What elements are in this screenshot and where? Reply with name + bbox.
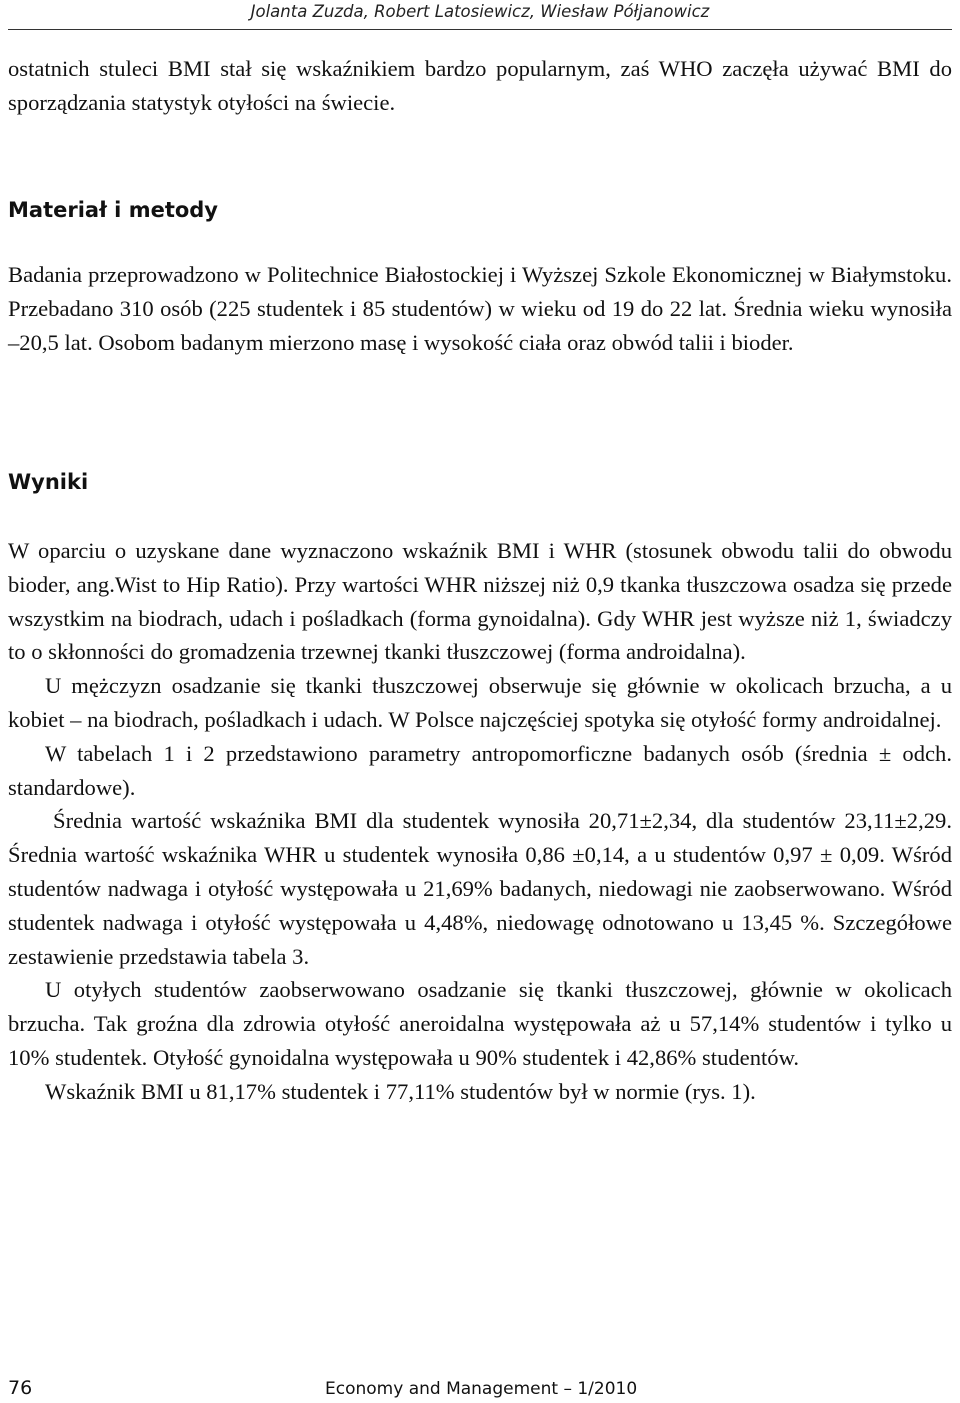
intro-paragraph-block (8, 52, 952, 120)
methods-paragraph-block (8, 258, 952, 359)
section-heading-results: Wyniki (8, 470, 89, 494)
results-paragraph-bmi-norm: Wskaźnik BMI u 81,17% studentek i 77,11% studentów był w normie (rys. 1). (45, 1078, 756, 1104)
results-paragraph-obesity-types: U otyłych studentów zaobserwowano osadzanie się tkanki tłuszczowej, głównie w okolicach brzucha. Tak groźna dla zdrowia otyłość aneroidalna występowała aż u 57,14% studentów i tylko u 10% studentek. Otyłość gynoidalna występowała u 90% studentek i 42,86% studentów. (8, 977, 952, 1070)
results-body (8, 534, 952, 1109)
footer-journal-title: Economy and Management – 1/2010 (325, 1379, 638, 1399)
footer-page-number: 76 (8, 1377, 33, 1399)
results-paragraph-fat-distribution: U mężczyzn osadzanie się tkanki tłuszczowej obserwuje się głównie w okolicach brzucha, a u kobiet – na biodrach, pośladkach i udach. W Polsce najczęściej spotyka się otyłość formy androidalnej. (8, 673, 952, 732)
section-heading-methods: Materiał i metody (8, 198, 218, 222)
intro-paragraph: ostatnich stuleci BMI stał się wskaźnikiem bardzo popularnym, zaś WHO zaczęła używać BMI do sporządzania statystyk otyłości na świecie. (8, 56, 952, 115)
results-paragraph-tables-intro: W tabelach 1 i 2 przedstawiono parametry antropomorficzne badanych osób (średnia ± odch. standardowe). (8, 740, 952, 800)
results-paragraph-bmi-whr-values: Średnia wartość wskaźnika BMI dla studentek wynosiła 20,71±2,34, dla studentów 23,11±2,29. Średnia wartość wskaźnika WHR u studentek wynosiła 0,86 ±0,14, a u studentów 0,97 ± 0,09. Wśród studentów nadwaga i otyłość występowała u 21,69% badanych, niedowagi nie zaobserwowano. Wśród studentek nadwaga i otyłość występowała u 4,48%, niedowagę odnotowano u 13,45 %. Szczegółowe zestawienie przedstawia tabela 3. (8, 808, 952, 969)
methods-paragraph: Badania przeprowadzono w Politechnice Białostockiej i Wyższej Szkole Ekonomicznej w Białymstoku. Przebadano 310 osób (225 studentek i 85 studentów) w wieku od 19 do 22 lat. Średnia wieku wynosiła –20,5 lat. Osobom badanym mierzono masę i wysokość ciała oraz obwód talii i bioder. (8, 262, 952, 355)
running-header-authors: Jolanta Zuzda, Robert Latosiewicz, Wiesław Półjanowicz (250, 2, 710, 21)
header-divider (8, 29, 952, 30)
results-paragraph-whr-definition: W oparciu o uzyskane dane wyznaczono wskaźnik BMI i WHR (stosunek obwodu talii do obwodu bioder, ang.Wist to Hip Ratio). Przy wartości WHR niższej niż 0,9 tkanka tłuszczowa osadza się przede wszystkim na biodrach, udach i pośladkach (forma gynoidalna). Gdy WHR jest wyższe niż 1, świadczy to o skłonności do gromadzenia trzewnej tkanki tłuszczowej (forma androidalna). (8, 538, 952, 665)
